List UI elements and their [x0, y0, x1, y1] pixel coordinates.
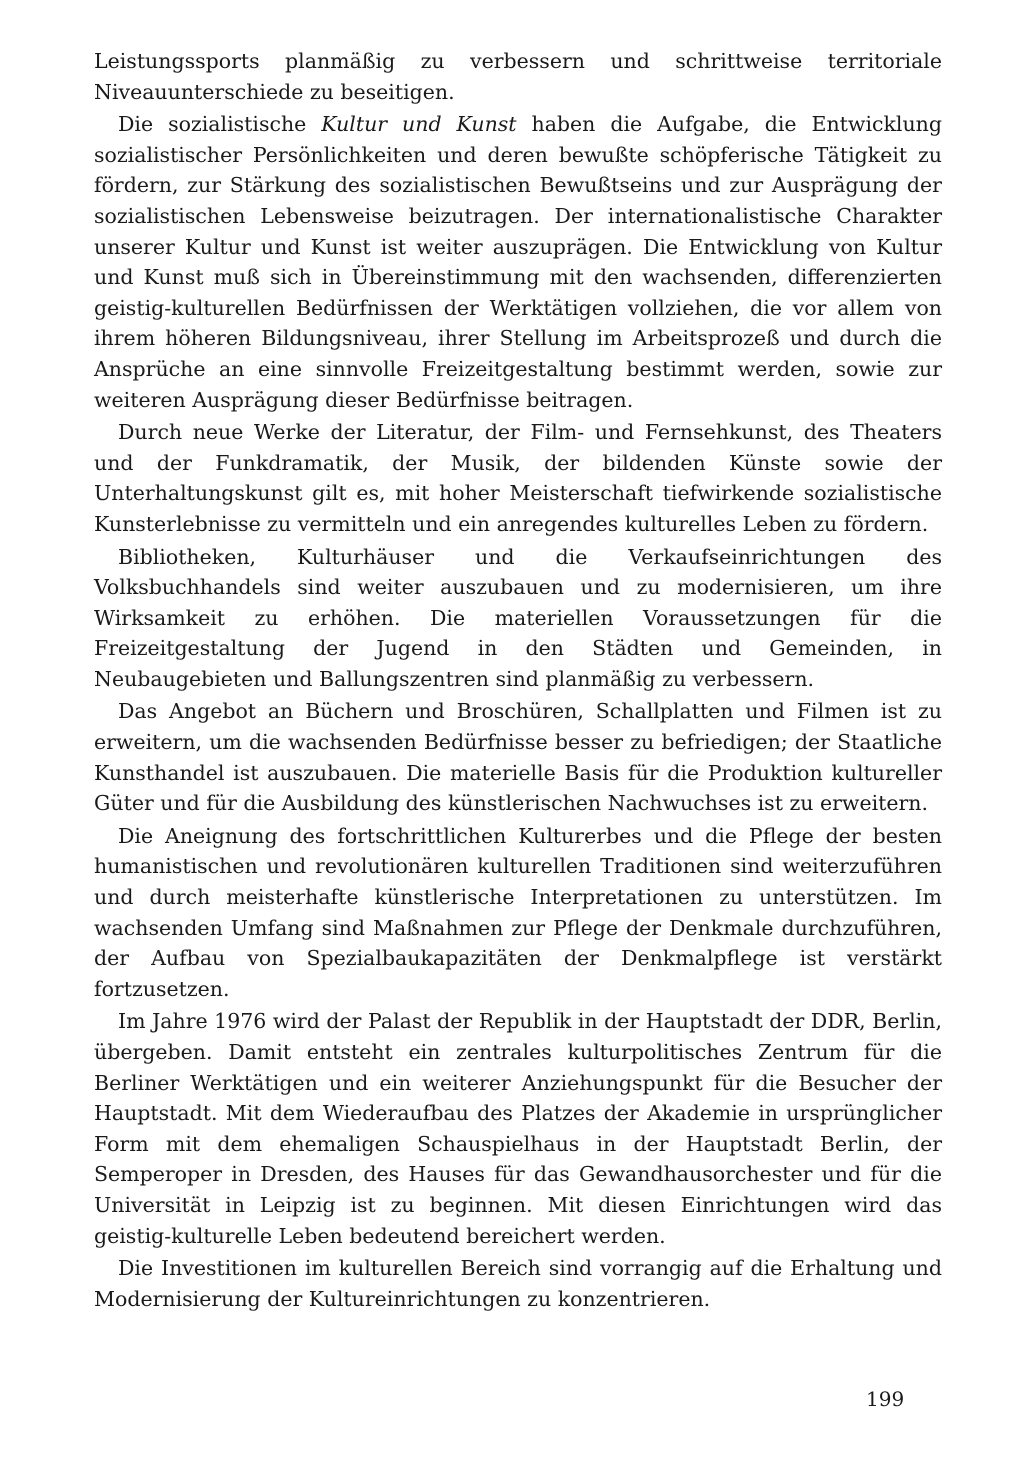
paragraph-8	[94, 1253, 942, 1314]
paragraph-3	[94, 417, 942, 539]
paragraph-2-emphasis: Kultur und Kunst	[321, 112, 517, 137]
paragraph-4-text: Bibliotheken, Kulturhäuser und die Verkaufseinrichtungen des Volksbuchhandels sind weiter auszubauen und zu modernisieren, um ihre Wirksamkeit zu erhöhen. Die materiellen Voraussetzungen für die Freizeitgestaltung der Jugend in den Städten und Gemeinden, in Neubaugebieten und Ballungszentren sind planmäßig zu verbessern.	[94, 544, 942, 691]
paragraph-6	[94, 821, 942, 1005]
paragraph-6-text: Die Aneignung des fortschrittlichen Kulturerbes und die Pflege der besten humanistischen und revolutionären kulturellen Traditionen sind weiterzuführen und durch meisterhafte künstlerische Interpretationen zu unterstützen. Im wachsenden Umfang sind Maßnahmen zur Pflege der Denkmale durchzuführen, der Aufbau von Spezialbaukapazitäten der Denkmalpflege ist verstärkt fortzusetzen.	[94, 823, 942, 1001]
page-number: 199	[866, 1387, 905, 1411]
paragraph-5	[94, 696, 942, 818]
body-text	[94, 46, 942, 1316]
paragraph-2-rest: haben die Aufgabe, die Entwicklung sozialistischer Persönlichkeiten und deren bewußte schöpferische Tätigkeit zu fördern, zur Stärkung des sozialistischen Bewußtseins und zur Ausprägung der sozialistischen Lebensweise beizutragen. Der internationalistische Charakter unserer Kultur und Kunst ist weiter auszuprägen. Die Entwicklung von Kultur und Kunst muß sich in Übereinstimmung mit den wachsenden, differenzierten geistig-kulturellen Bedürfnissen der Werktätigen vollziehen, die vor allem von ihrem höheren Bildungsniveau, ihrer Stellung im Arbeitsprozeß und durch die Ansprüche an eine sinnvolle Freizeitgestaltung bestimmt werden, sowie zur weiteren Ausprägung dieser Bedürfnisse beitragen.	[94, 112, 942, 412]
paragraph-1	[94, 46, 942, 107]
paragraph-2-lead: Die sozialistische	[118, 112, 322, 137]
paragraph-1-text: Leistungssports planmäßig zu verbessern und schrittweise territoriale Niveauunterschiede zu beseitigen.	[94, 49, 942, 104]
paragraph-5-text: Das Angebot an Büchern und Broschüren, Schallplatten und Filmen ist zu erweitern, um die wachsenden Bedürfnisse besser zu befriedigen; der Staatliche Kunsthandel ist auszubauen. Die materielle Basis für die Produktion kultureller Güter und für die Ausbildung des künstlerischen Nachwuchses ist zu erweitern.	[94, 699, 942, 816]
paragraph-3-text: Durch neue Werke der Literatur, der Film- und Fernsehkunst, des Theaters und der Funkdramatik, der Musik, der bildenden Künste sowie der Unterhaltungskunst gilt es, mit hoher Meisterschaft tiefwirkende sozialistische Kunsterlebnisse zu vermitteln und ein anregendes kulturelles Leben zu fördern.	[94, 420, 942, 536]
paragraph-7	[94, 1006, 942, 1251]
paragraph-2	[94, 109, 942, 415]
paragraph-7-text: Im Jahre 1976 wird der Palast der Republik in der Hauptstadt der DDR, Berlin, übergeben. Damit entsteht ein zentrales kulturpolitisches Zentrum für die Berliner Werktätigen und ein weiterer Anziehungspunkt für die Besucher der Hauptstadt. Mit dem Wiederaufbau des Platzes der Akademie in ursprünglicher Form mit dem ehemaligen Schauspielhaus in der Hauptstadt Berlin, der Semperoper in Dresden, des Hauses für das Gewandhausorchester und für die Universität in Leipzig ist zu beginnen. Mit diesen Einrichtungen wird das geistig-kulturelle Leben bedeutend bereichert werden.	[94, 1009, 942, 1248]
paragraph-8-text: Die Investitionen im kulturellen Bereich sind vorrangig auf die Erhaltung und Modernisierung der Kultureinrichtungen zu konzentrieren.	[94, 1256, 942, 1311]
paragraph-4	[94, 542, 942, 695]
